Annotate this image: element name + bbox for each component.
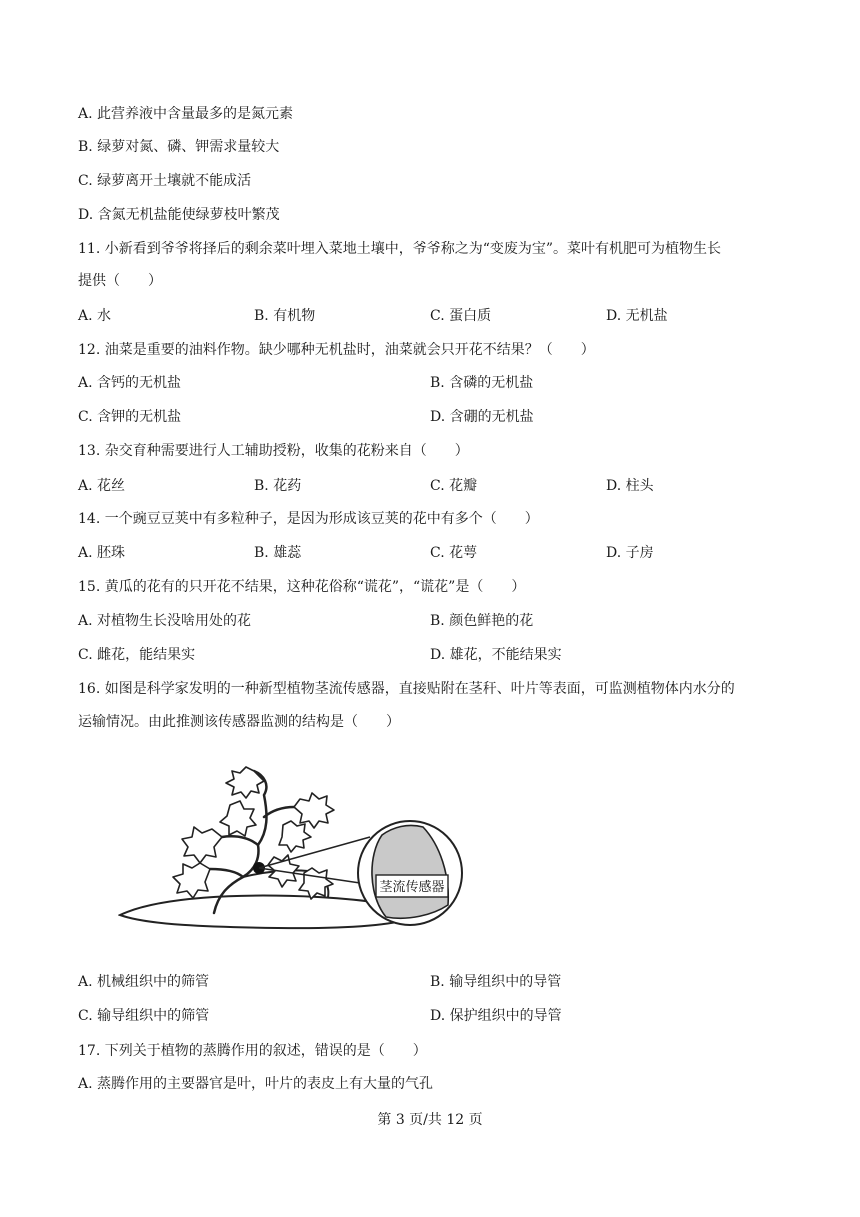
q14-option-b: B. 雄蕊	[254, 545, 302, 561]
q13-option-a: A. 花丝	[78, 478, 126, 494]
q15-option-d: D. 雄花，不能结果实	[430, 647, 562, 663]
q17-option-a: A. 蒸腾作用的主要器官是叶，叶片的表皮上有大量的气孔	[78, 1076, 434, 1092]
q11-option-c: C. 蛋白质	[430, 308, 492, 324]
q16-option-c: C. 输导组织中的筛管	[78, 1008, 210, 1024]
q12-stem: 12. 油菜是重要的油料作物。缺少哪种无机盐时，油菜就会只开花不结果？（ ）	[78, 342, 595, 358]
q16-stem-line2: 运输情况。由此推测该传感器监测的结构是（ ）	[78, 714, 400, 730]
q16-option-b: B. 输导组织中的导管	[430, 974, 562, 990]
q11-option-d: D. 无机盐	[606, 308, 668, 324]
q11-option-b: B. 有机物	[254, 308, 316, 324]
q15-stem: 15. 黄瓜的花有的只开花不结果，这种花俗称“谎花”，“谎花”是（ ）	[78, 579, 526, 595]
q12-option-b: B. 含磷的无机盐	[430, 375, 534, 391]
q15-option-b: B. 颜色鲜艳的花	[430, 613, 534, 629]
q16-option-a: A. 机械组织中的筛管	[78, 974, 210, 990]
q14-option-d: D. 子房	[606, 545, 654, 561]
q12-option-d: D. 含硼的无机盐	[430, 409, 534, 425]
plant-leaves	[173, 767, 334, 899]
plant-sensor-figure	[118, 765, 468, 955]
q12-option-a: A. 含钙的无机盐	[78, 375, 182, 391]
q16-option-d: D. 保护组织中的导管	[430, 1008, 562, 1024]
q13-stem: 13. 杂交育种需要进行人工辅助授粉，收集的花粉来自（ ）	[78, 443, 469, 459]
q12-option-c: C. 含钾的无机盐	[78, 409, 182, 425]
q10-option-c: C. 绿萝离开土壤就不能成活	[78, 173, 252, 189]
q10-option-b: B. 绿萝对氮、磷、钾需求量较大	[78, 139, 280, 155]
q11-option-a: A. 水	[78, 308, 112, 324]
q13-option-d: D. 柱头	[606, 478, 654, 494]
q14-option-c: C. 花萼	[430, 545, 478, 561]
sensor-label: 茎流传感器	[379, 880, 445, 895]
q11-stem-line2: 提供（ ）	[78, 273, 162, 289]
q11-stem-line1: 11. 小新看到爷爷将择后的剩余菜叶埋入菜地土壤中，爷爷称之为“变废为宝”。菜叶有机肥可为植物生长	[78, 241, 722, 257]
page-footer: 第 3 页/共 12 页	[377, 1112, 483, 1128]
q15-option-a: A. 对植物生长没啥用处的花	[78, 613, 252, 629]
q13-option-c: C. 花瓣	[430, 478, 478, 494]
q13-option-b: B. 花药	[254, 478, 302, 494]
q17-stem: 17. 下列关于植物的蒸腾作用的叙述，错误的是（ ）	[78, 1043, 427, 1059]
q15-option-c: C. 雌花，能结果实	[78, 647, 196, 663]
q14-option-a: A. 胚珠	[78, 545, 126, 561]
q10-option-d: D. 含氮无机盐能使绿萝枝叶繁茂	[78, 207, 280, 223]
q14-stem: 14. 一个豌豆豆荚中有多粒种子，是因为形成该豆荚的花中有多个（ ）	[78, 511, 539, 527]
q10-option-a: A. 此营养液中含量最多的是氮元素	[78, 106, 294, 122]
q16-stem-line1: 16. 如图是科学家发明的一种新型植物茎流传感器，直接贴附在茎秆、叶片等表面，可监测植物体内水分的	[78, 681, 735, 697]
